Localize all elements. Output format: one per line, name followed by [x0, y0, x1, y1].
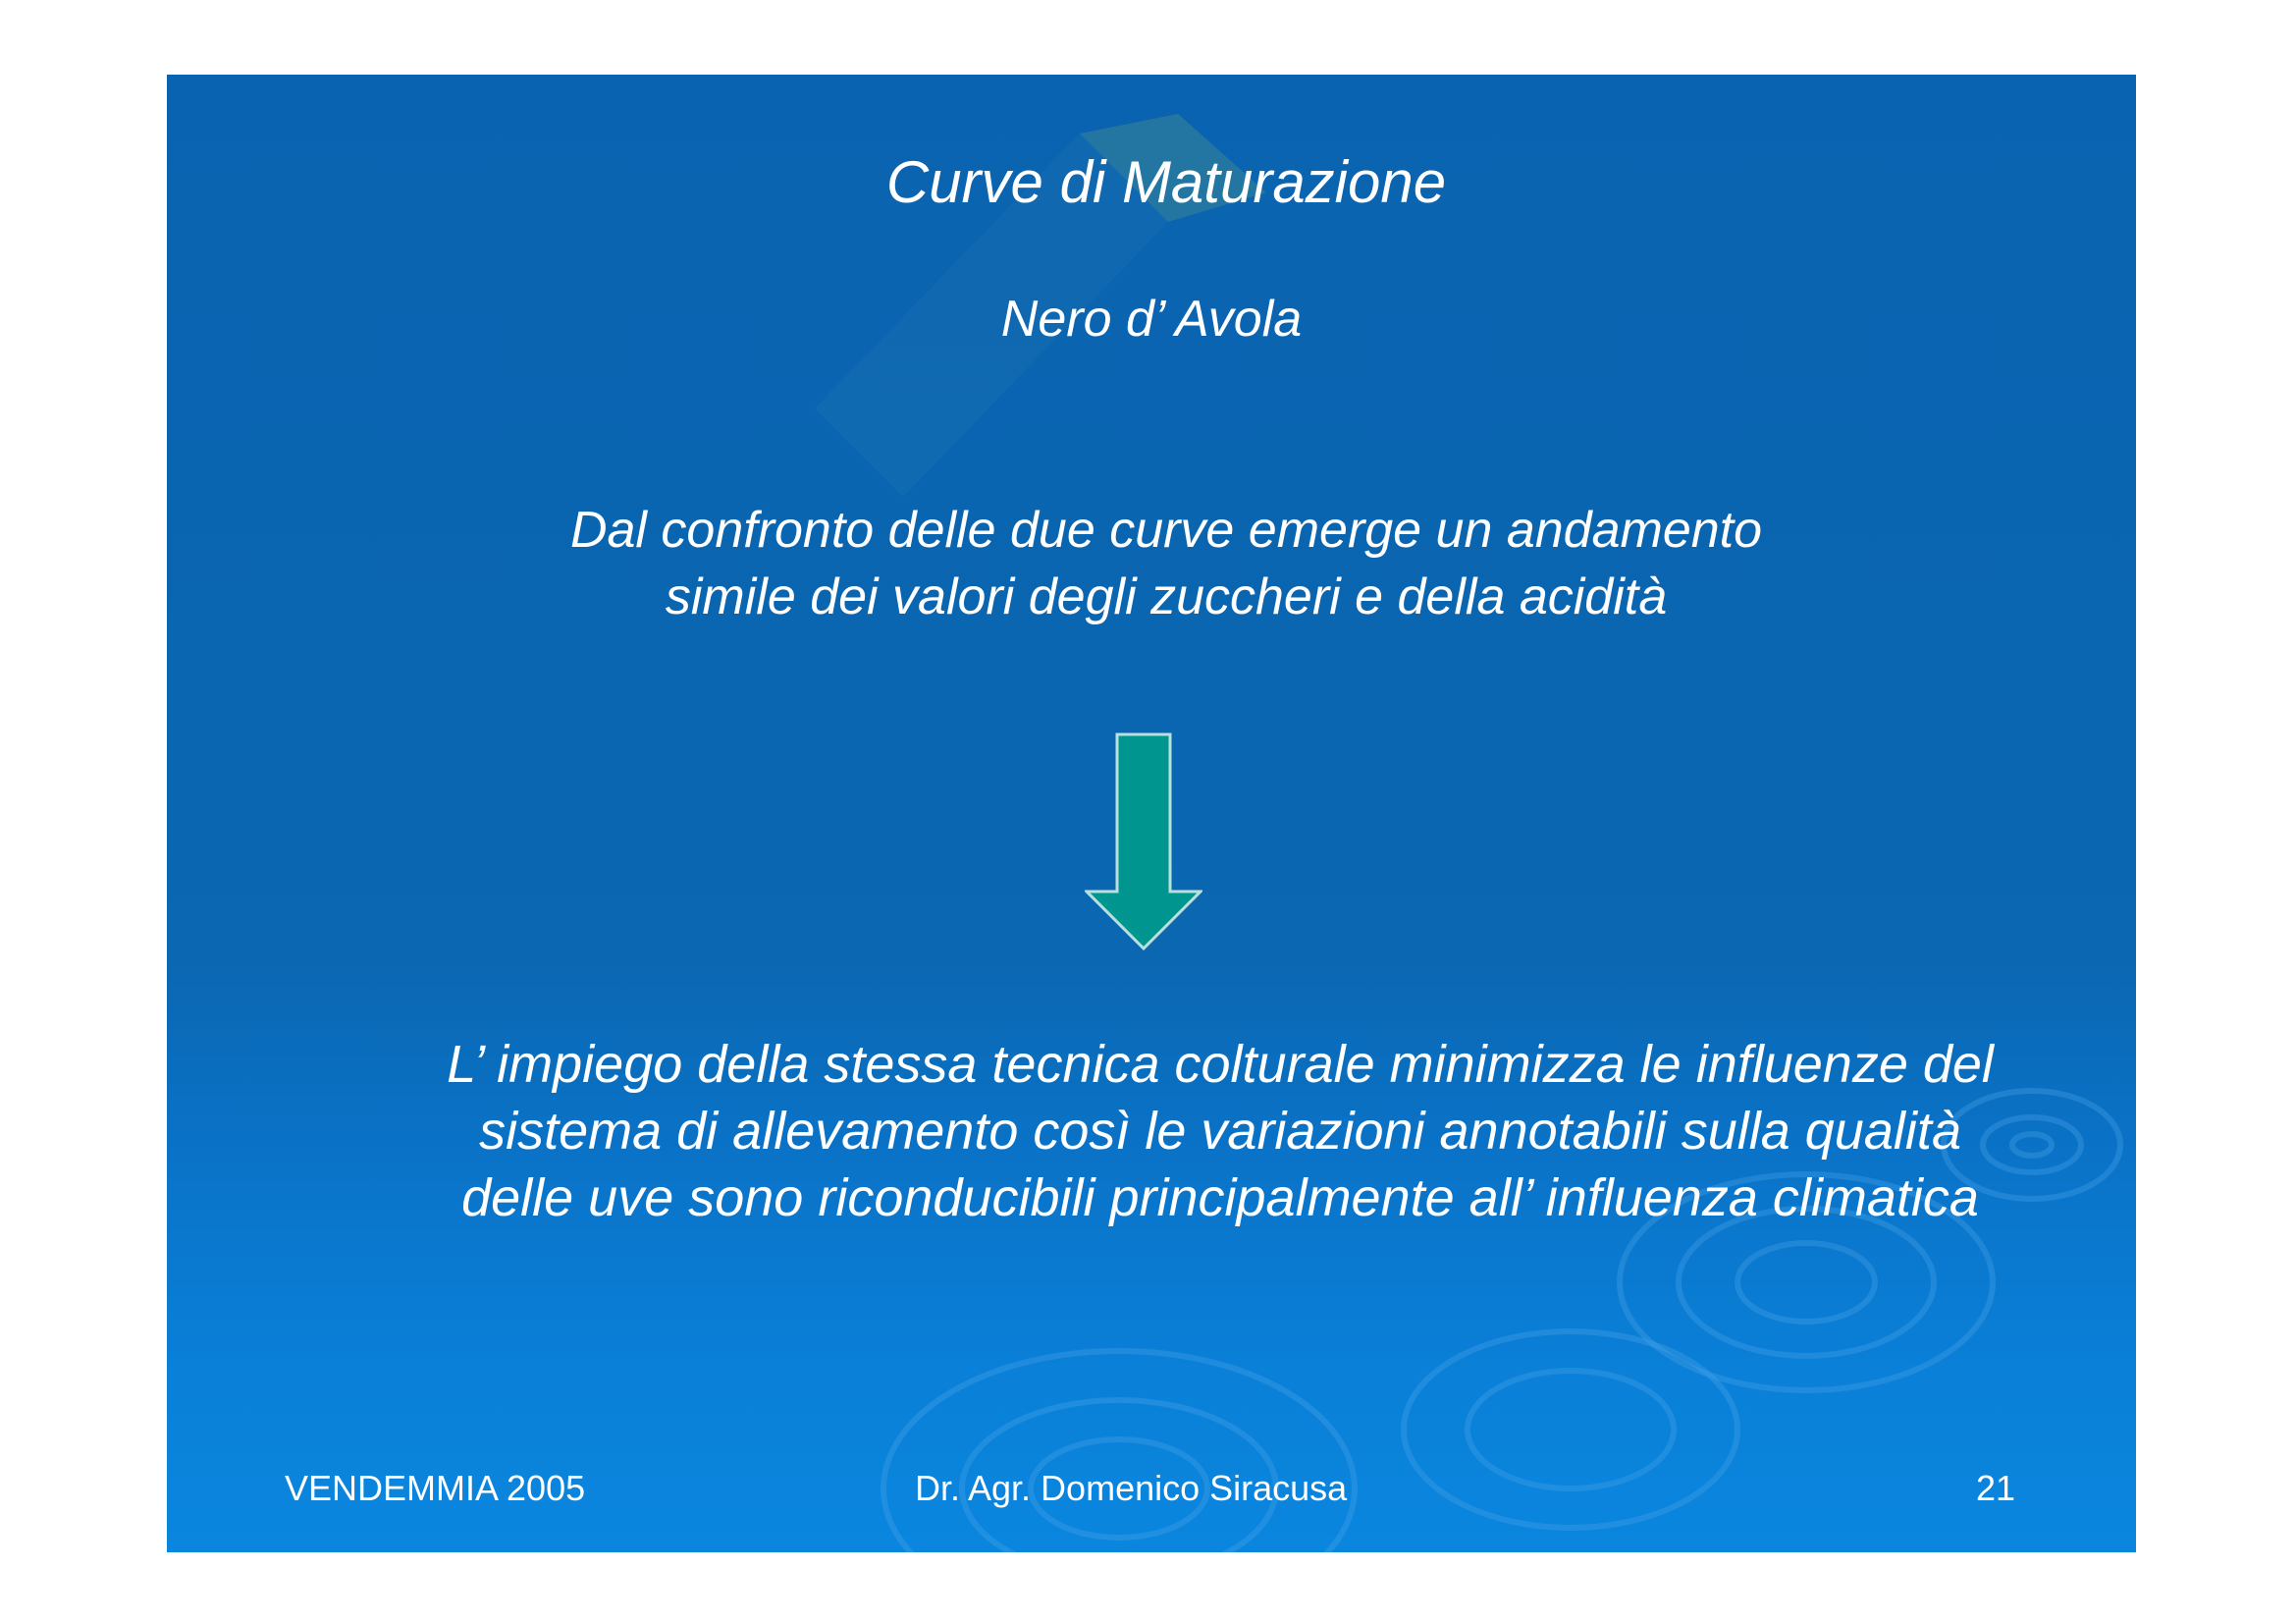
- paragraph-line: Dal confronto delle due curve emerge un andamento: [569, 502, 1763, 559]
- paragraph-line: L’ impiego della stessa tecnica colturale minimizza le influenze del: [447, 1035, 1994, 1094]
- paragraph-line: delle uve sono riconducibili principalmente all’ influenza climatica: [461, 1168, 1979, 1227]
- footer-event: VENDEMMIA 2005: [285, 1468, 586, 1508]
- footer-author: Dr. Agr. Domenico Siracusa: [915, 1468, 1348, 1508]
- slide-subtitle: Nero d’ Avola: [1000, 291, 1303, 348]
- paragraph-line: simile dei valori degli zuccheri e della acidità: [665, 568, 1668, 625]
- paragraph-comparison: [167, 497, 2136, 630]
- down-arrow-icon: [1085, 732, 1202, 950]
- paragraph-conclusion: [167, 1031, 2136, 1231]
- slide-title: Curve di Maturazione: [885, 149, 1447, 215]
- slide: [167, 75, 2136, 1552]
- paragraph-line: sistema di allevamento così le variazioni annotabili sulla qualità: [479, 1102, 1961, 1161]
- page-number: 21: [1976, 1468, 2016, 1508]
